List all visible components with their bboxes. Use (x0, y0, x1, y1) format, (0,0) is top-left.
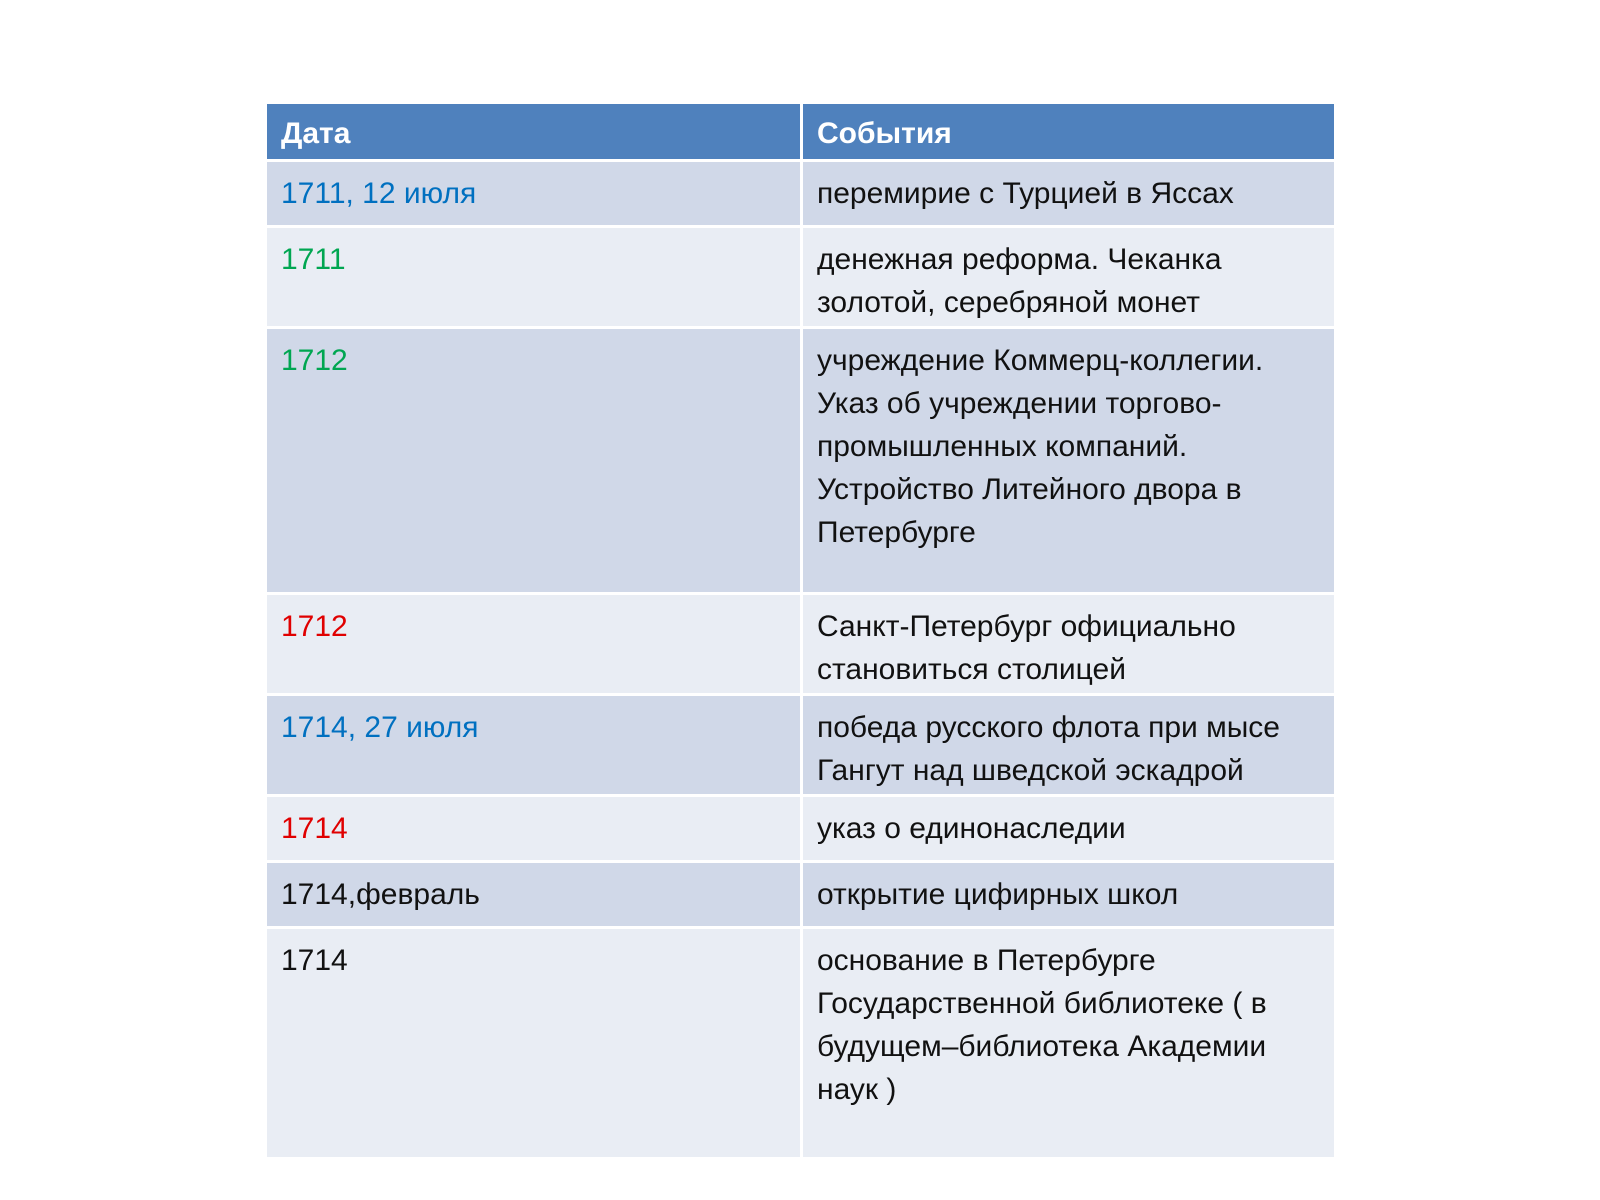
date-cell: 1711 (266, 227, 802, 328)
table-row (266, 796, 1336, 862)
table-row (266, 928, 1336, 1159)
date-cell: 1714 (266, 928, 802, 1159)
table-row (266, 594, 1336, 695)
header-event: События (802, 103, 1336, 161)
events-table (264, 101, 1337, 1160)
event-cell: перемирие с Турцией в Яссах (802, 161, 1336, 227)
date-cell: 1712 (266, 328, 802, 594)
event-cell: открытие цифирных школ (802, 862, 1336, 928)
event-cell: Санкт-Петербург официально становиться столицей (802, 594, 1336, 695)
table-row (266, 227, 1336, 328)
header-date: Дата (266, 103, 802, 161)
table-row (266, 695, 1336, 796)
date-cell: 1714, 27 июля (266, 695, 802, 796)
event-cell: основание в Петербурге Государственной библиотеке ( в будущем–библиотека Академии наук ) (802, 928, 1336, 1159)
date-cell: 1712 (266, 594, 802, 695)
table-row (266, 328, 1336, 594)
table-row (266, 161, 1336, 227)
table-header-row (266, 103, 1336, 161)
date-cell: 1714 (266, 796, 802, 862)
table-row (266, 862, 1336, 928)
event-cell: указ о единонаследии (802, 796, 1336, 862)
event-cell: победа русского флота при мысе Гангут над шведской эскадрой (802, 695, 1336, 796)
date-cell: 1711, 12 июля (266, 161, 802, 227)
event-cell: денежная реформа. Чеканка золотой, серебряной монет (802, 227, 1336, 328)
event-cell: учреждение Коммерц-коллегии. Указ об учреждении торгово-промышленных компаний. Устройство Литейного двора в Петербурге (802, 328, 1336, 594)
date-cell: 1714,февраль (266, 862, 802, 928)
